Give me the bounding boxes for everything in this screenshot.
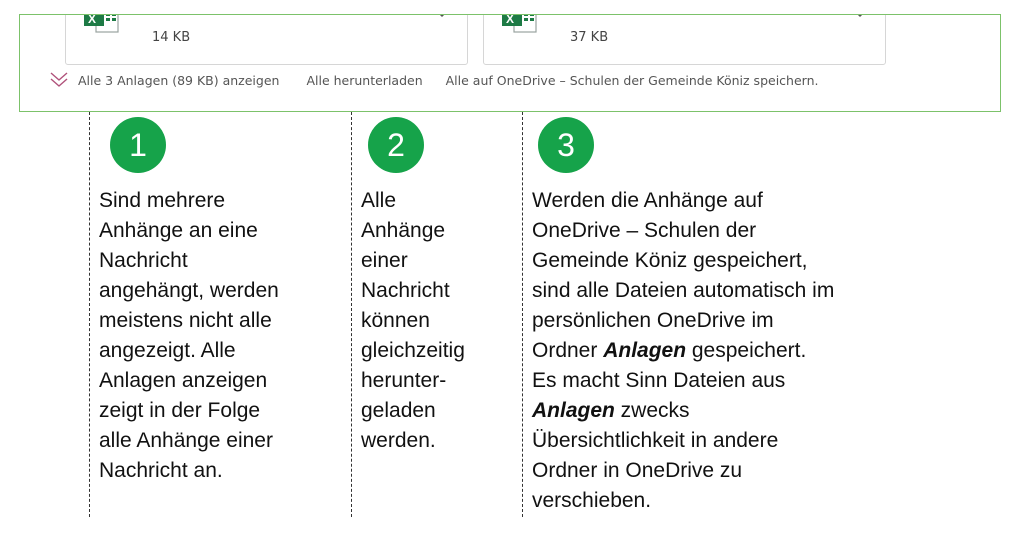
text-segment: zwecks <box>614 399 690 422</box>
explanation-line: angezeigt. Alle <box>99 339 236 362</box>
explanation-line: sind alle Dateien automatisch im <box>532 279 835 302</box>
explanation-line: zeigt in der Folge <box>99 399 261 422</box>
download-all-link[interactable]: Alle herunterladen <box>306 72 423 88</box>
explanation-line: einer <box>361 249 408 272</box>
chevron-down-double-icon[interactable] <box>48 71 70 89</box>
svg-text:X: X <box>506 12 515 26</box>
explanation-line: Ordner in OneDrive zu <box>532 459 743 482</box>
attachment-actions <box>48 69 818 91</box>
step-2-explanation <box>361 186 511 456</box>
step-1-explanation <box>99 186 339 486</box>
explanation-line: Nachricht an. <box>99 459 223 482</box>
explanation-line: verschieben. <box>532 489 652 512</box>
explanation-line: OneDrive – Schulen der <box>532 219 757 242</box>
explanation-line: Es macht Sinn Dateien aus <box>532 369 786 392</box>
explanation-line <box>532 336 932 366</box>
show-all-attachments-link[interactable]: Alle 3 Anlagen (89 KB) anzeigen <box>78 72 280 88</box>
attachment-size: 14 KB <box>152 30 191 45</box>
attachment-card[interactable] <box>483 14 886 65</box>
explanation-line: geladen <box>361 399 436 422</box>
explanation-line: Werden die Anhänge auf <box>532 189 763 212</box>
explanation-line <box>532 396 932 426</box>
explanation-line: können <box>361 309 430 332</box>
attachments-panel <box>19 14 1001 112</box>
explanation-line: Nachricht <box>99 249 188 272</box>
attachment-card[interactable] <box>65 14 468 65</box>
text-segment: Ordner <box>532 339 604 362</box>
folder-name-emphasis: Anlagen <box>603 339 687 362</box>
explanation-line: werden. <box>361 429 436 452</box>
step-number-badge: 1 <box>110 117 166 173</box>
explanation-line: Anhänge an eine <box>99 219 258 242</box>
save-all-onedrive-link[interactable]: Alle auf OneDrive – Schulen der Gemeinde Köniz speichern. <box>445 72 819 88</box>
explanation-line: Übersichtlichkeit in andere <box>532 429 779 452</box>
step-3-explanation <box>532 186 932 516</box>
explanation-line: Nachricht <box>361 279 450 302</box>
explanation-line: meistens nicht alle <box>99 309 272 332</box>
text-segment: gespeichert. <box>686 339 807 362</box>
excel-file-icon <box>84 14 124 34</box>
excel-file-icon <box>502 14 542 34</box>
step-number-badge: 3 <box>538 117 594 173</box>
folder-name-emphasis: Anlagen <box>532 399 615 422</box>
explanation-line: Anhänge <box>361 219 446 242</box>
column-divider <box>522 112 523 517</box>
explanation-line: herunter- <box>361 369 447 392</box>
chevron-down-icon[interactable] <box>431 14 453 20</box>
explanation-line: Gemeinde Köniz gespeichert, <box>532 249 808 272</box>
explanation-line: Sind mehrere <box>99 189 226 212</box>
chevron-down-icon[interactable] <box>849 14 871 20</box>
step-number-badge: 2 <box>368 117 424 173</box>
explanation-line: Alle <box>361 189 397 212</box>
column-divider <box>351 112 352 517</box>
column-divider <box>89 112 90 517</box>
explanation-line: persönlichen OneDrive im <box>532 309 774 332</box>
explanation-line: Anlagen anzeigen <box>99 369 268 392</box>
svg-text:X: X <box>88 12 97 26</box>
explanation-line: angehängt, werden <box>99 279 279 302</box>
attachment-size: 37 KB <box>570 30 609 45</box>
explanation-line: gleichzeitig <box>361 339 465 362</box>
explanation-line: alle Anhänge einer <box>99 429 273 452</box>
